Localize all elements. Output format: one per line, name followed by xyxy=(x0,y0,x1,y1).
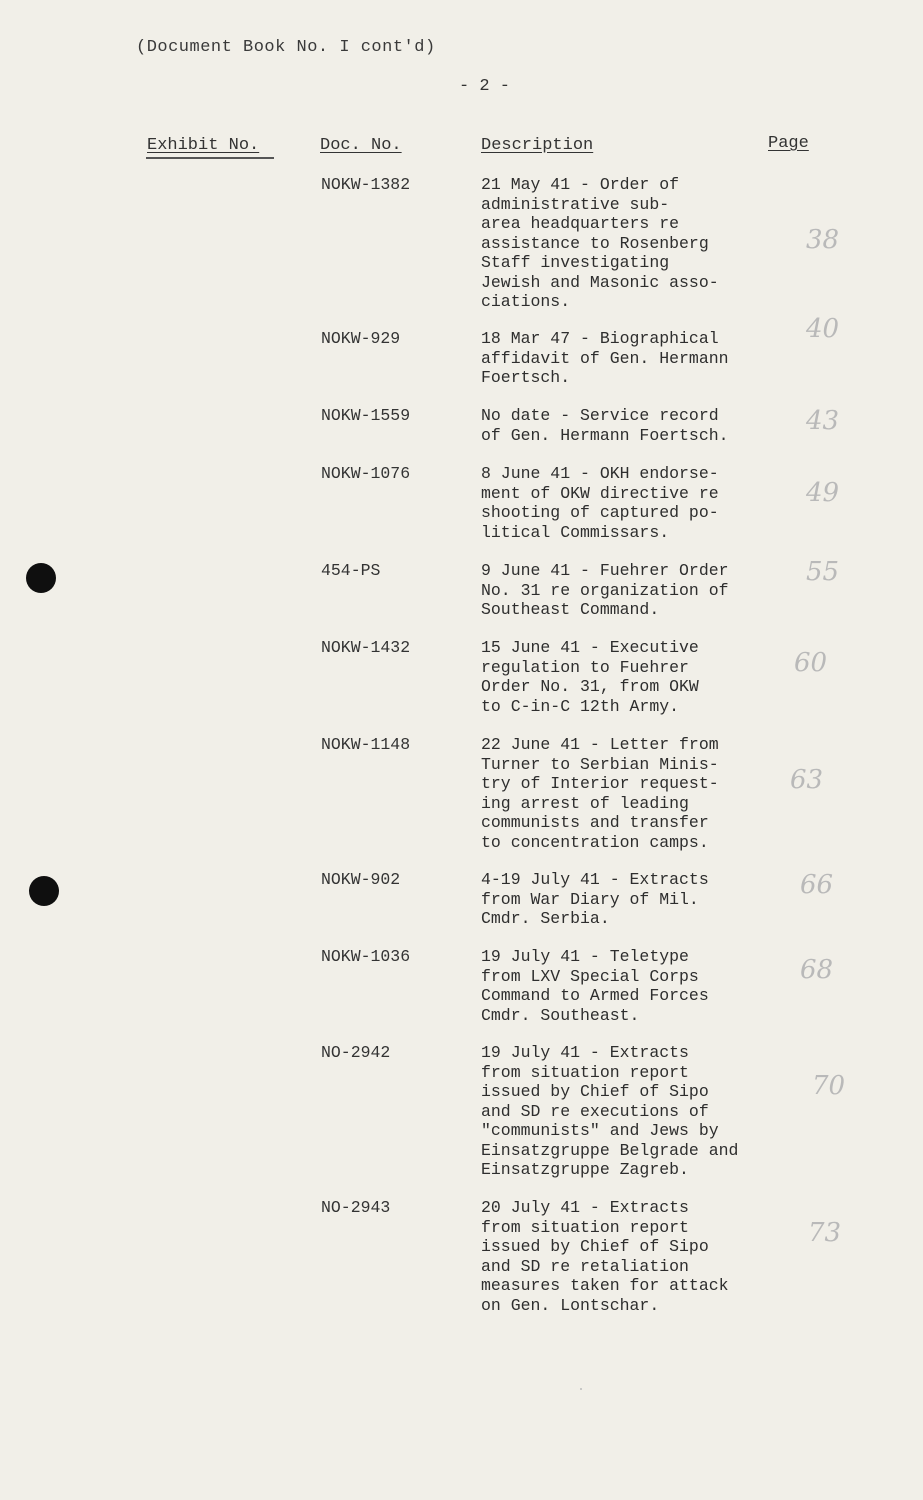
column-header-exhibit: Exhibit No. xyxy=(147,136,260,155)
punch-hole xyxy=(29,876,59,906)
entry-description: No date - Service record of Gen. Hermann Foertsch. xyxy=(481,406,729,445)
doc-number: NOKW-1432 xyxy=(321,638,411,657)
entry-description: 22 June 41 - Letter from Turner to Serbian Minis- try of Interior request- ing arrest of leading communists and transfer to concentration camps. xyxy=(481,735,719,852)
punch-hole xyxy=(26,563,56,593)
handwritten-page-ref: 40 xyxy=(806,314,840,344)
handwritten-page-ref: 43 xyxy=(806,406,840,436)
handwritten-page-ref: 55 xyxy=(806,557,840,587)
handwritten-page-ref: 60 xyxy=(794,648,828,678)
entry-description: 21 May 41 - Order of administrative sub- area headquarters re assistance to Rosenberg Staff investigating Jewish and Masonic asso- ciations. xyxy=(481,175,719,311)
document-book-heading: (Document Book No. I cont'd) xyxy=(136,38,436,57)
paper-speck xyxy=(580,1388,582,1390)
entry-description: 4-19 July 41 - Extracts from War Diary of Mil. Cmdr. Serbia. xyxy=(481,870,709,928)
doc-number: NOKW-1036 xyxy=(321,947,411,966)
doc-number: NOKW-1148 xyxy=(321,735,411,754)
entry-description: 19 July 41 - Teletype from LXV Special Corps Command to Armed Forces Cmdr. Southeast. xyxy=(481,947,709,1025)
doc-number: 454-PS xyxy=(321,561,381,580)
doc-number: NO-2943 xyxy=(321,1198,391,1217)
page-number: - 2 - xyxy=(459,77,511,96)
exhibit-header-underline xyxy=(146,157,274,159)
handwritten-page-ref: 63 xyxy=(790,765,824,795)
handwritten-page-ref: 70 xyxy=(812,1071,846,1101)
column-header-description: Description xyxy=(481,136,594,155)
entry-description: 15 June 41 - Executive regulation to Fuehrer Order No. 31, from OKW to C-in-C 12th Army. xyxy=(481,638,699,716)
handwritten-page-ref: 73 xyxy=(808,1218,842,1248)
doc-number: NOKW-929 xyxy=(321,329,401,348)
doc-number: NOKW-902 xyxy=(321,870,401,889)
doc-number: NOKW-1076 xyxy=(321,464,411,483)
handwritten-page-ref: 38 xyxy=(806,225,840,255)
handwritten-page-ref: 49 xyxy=(806,478,840,508)
entry-description: 18 Mar 47 - Biographical affidavit of Gen. Hermann Foertsch. xyxy=(481,329,729,387)
doc-number: NOKW-1559 xyxy=(321,406,411,425)
handwritten-page-ref: 68 xyxy=(800,955,834,985)
handwritten-page-ref: 66 xyxy=(800,870,834,900)
entry-description: 19 July 41 - Extracts from situation report issued by Chief of Sipo and SD re executions of "communists" and Jews by Einsatzgruppe Belgrade and Einsatzgruppe Zagreb. xyxy=(481,1043,739,1179)
entry-description: 9 June 41 - Fuehrer Order No. 31 re organization of Southeast Command. xyxy=(481,561,729,619)
column-header-doc-no: Doc. No. xyxy=(320,136,402,155)
doc-number: NOKW-1382 xyxy=(321,175,411,194)
entry-description: 20 July 41 - Extracts from situation report issued by Chief of Sipo and SD re retaliation measures taken for attack on Gen. Lontschar. xyxy=(481,1198,729,1315)
doc-number: NO-2942 xyxy=(321,1043,391,1062)
column-header-page: Page xyxy=(768,134,809,153)
entry-description: 8 June 41 - OKH endorse- ment of OKW directive re shooting of captured po- litical Commissars. xyxy=(481,464,719,542)
